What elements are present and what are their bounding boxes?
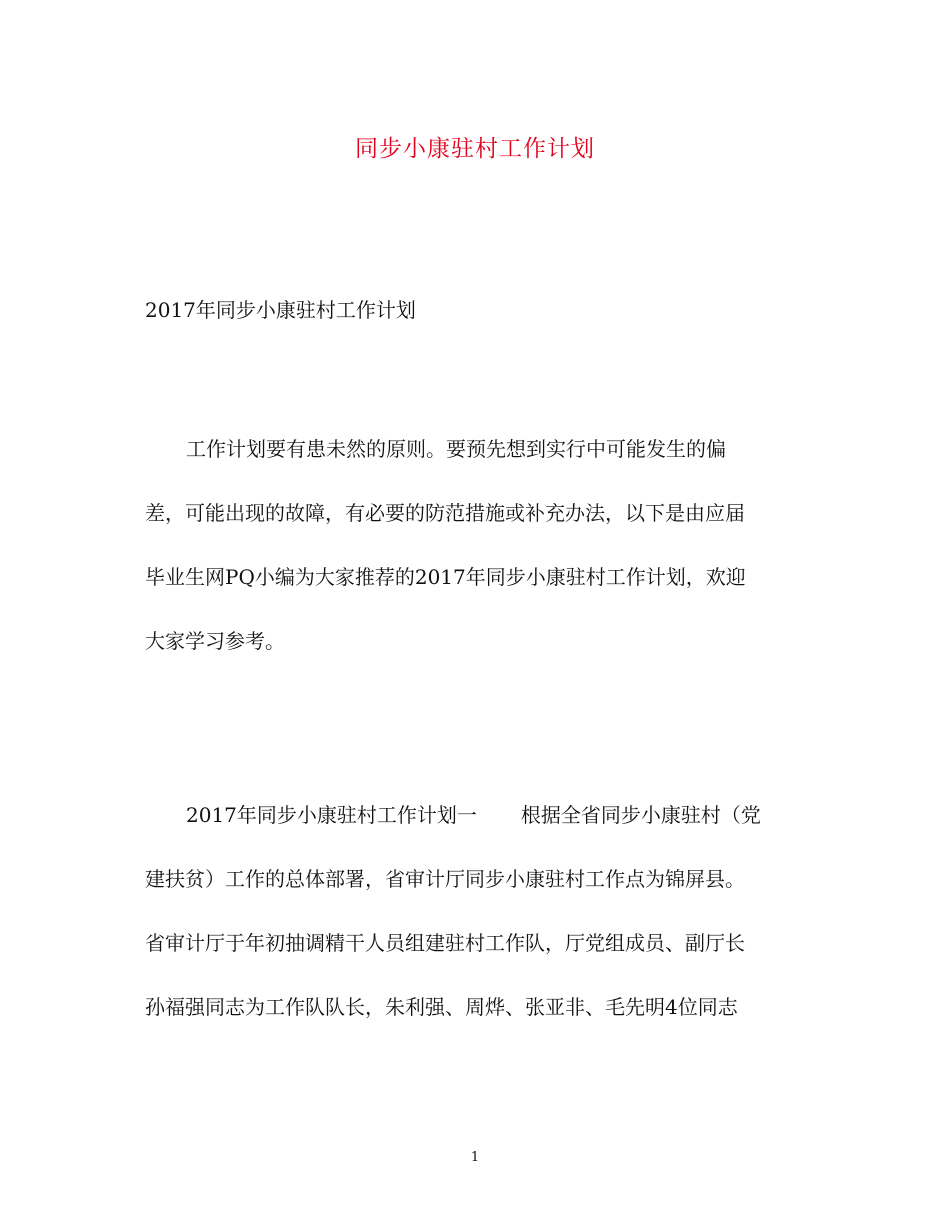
paragraph-line: 大家学习参考。: [145, 629, 285, 653]
document-subtitle: 2017年同步小康驻村工作计划: [145, 298, 416, 322]
paragraph-line: 工作计划要有患未然的原则。要预先想到实行中可能发生的偏: [186, 437, 726, 461]
paragraph-plan-one: [145, 803, 805, 1059]
paragraph-line: 省审计厅于年初抽调精干人员组建驻村工作队，厅党组成员、副厅长: [145, 931, 745, 955]
section-heading: 2017年同步小康驻村工作计划一: [186, 803, 477, 827]
paragraph-line: 孙福强同志为工作队队长，朱利强、周烨、张亚非、毛先明4位同志: [145, 995, 738, 1019]
paragraph-line: 毕业生网PQ小编为大家推荐的2017年同步小康驻村工作计划，欢迎: [145, 565, 746, 589]
paragraph-line: 差，可能出现的故障，有必要的防范措施或补充办法，以下是由应届: [145, 501, 745, 525]
paragraph-line-start: 根据全省同步小康驻村（党: [520, 803, 761, 827]
document-title: 同步小康驻村工作计划: [355, 136, 595, 162]
paragraph-intro: [145, 437, 805, 693]
paragraph-line: 建扶贫）工作的总体部署，省审计厅同步小康驻村工作点为锦屏县。: [145, 867, 745, 891]
paragraph-first-line: [145, 803, 805, 827]
page-number: 1: [470, 1150, 480, 1165]
